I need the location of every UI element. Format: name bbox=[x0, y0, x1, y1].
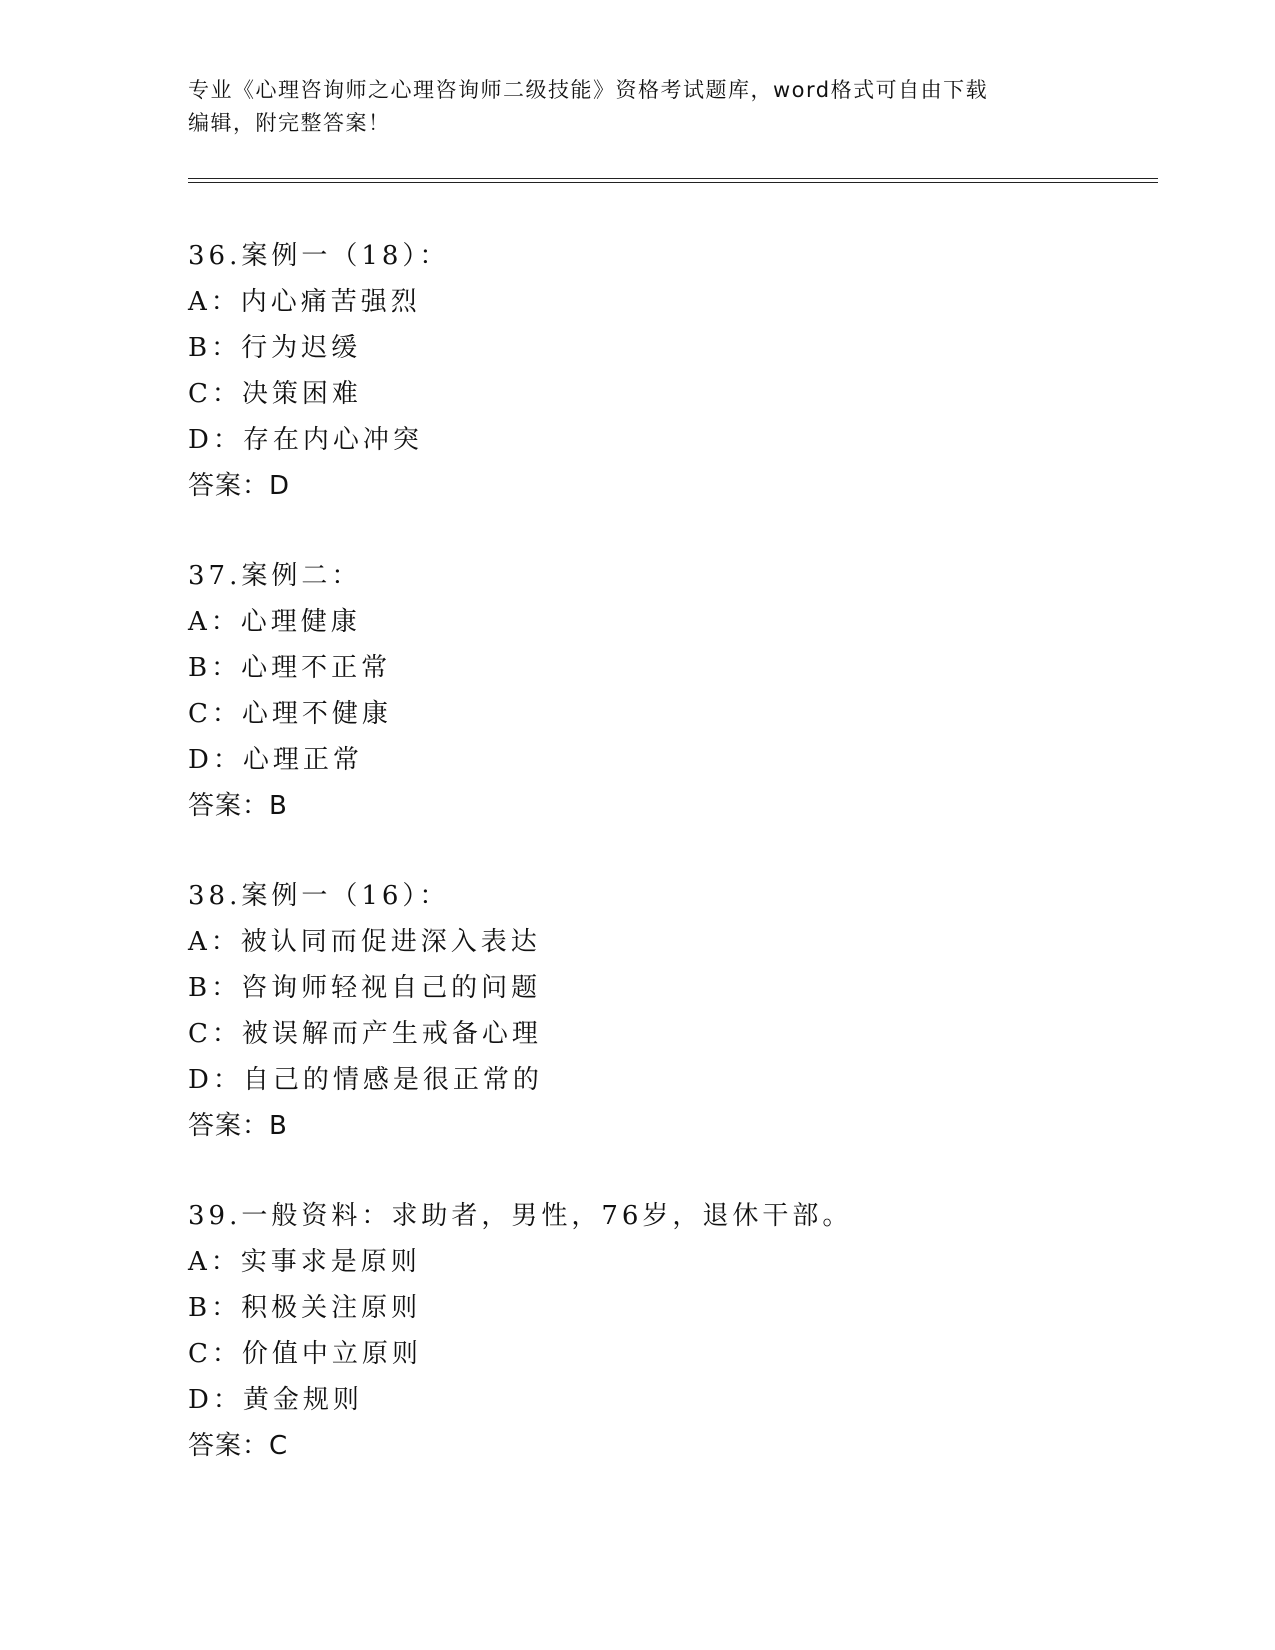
option-c: C：心理不健康 bbox=[188, 699, 392, 729]
question-37 bbox=[188, 553, 1148, 873]
header-line-2: 编辑，附完整答案！ bbox=[188, 111, 391, 135]
question-stem: 39.一般资料：求助者，男性，76岁，退休干部。 bbox=[188, 1201, 853, 1231]
option-d: D：存在内心冲突 bbox=[188, 425, 423, 455]
option-a: A：内心痛苦强烈 bbox=[188, 287, 421, 317]
option-a: A：实事求是原则 bbox=[188, 1247, 421, 1277]
question-list bbox=[188, 233, 1148, 1513]
question-stem: 38.案例一（16）： bbox=[188, 881, 450, 911]
option-b: B：行为迟缓 bbox=[188, 333, 362, 363]
answer-line: 答案：B bbox=[188, 1111, 288, 1141]
option-d: D：自己的情感是很正常的 bbox=[188, 1065, 543, 1095]
option-c: C：被误解而产生戒备心理 bbox=[188, 1019, 542, 1049]
option-a: A：心理健康 bbox=[188, 607, 361, 637]
question-39 bbox=[188, 1193, 1148, 1513]
header-line-1: 专业《心理咨询师之心理咨询师二级技能》资格考试题库，word格式可自由下载 bbox=[188, 78, 989, 102]
question-stem: 37.案例二： bbox=[188, 561, 362, 591]
question-38 bbox=[188, 873, 1148, 1193]
option-b: B：心理不正常 bbox=[188, 653, 392, 683]
question-stem: 36.案例一（18）： bbox=[188, 241, 450, 271]
option-d: D：黄金规则 bbox=[188, 1385, 363, 1415]
option-b: B：咨询师轻视自己的问题 bbox=[188, 973, 542, 1003]
question-36 bbox=[188, 233, 1148, 553]
option-d: D：心理正常 bbox=[188, 745, 363, 775]
answer-line: 答案：C bbox=[188, 1431, 289, 1461]
answer-line: 答案：B bbox=[188, 791, 288, 821]
option-c: C：决策困难 bbox=[188, 379, 362, 409]
option-b: B：积极关注原则 bbox=[188, 1293, 422, 1323]
option-a: A：被认同而促进深入表达 bbox=[188, 927, 541, 957]
header-divider bbox=[188, 178, 1158, 183]
option-c: C：价值中立原则 bbox=[188, 1339, 422, 1369]
answer-line: 答案：D bbox=[188, 471, 291, 501]
document-header bbox=[188, 74, 1088, 140]
